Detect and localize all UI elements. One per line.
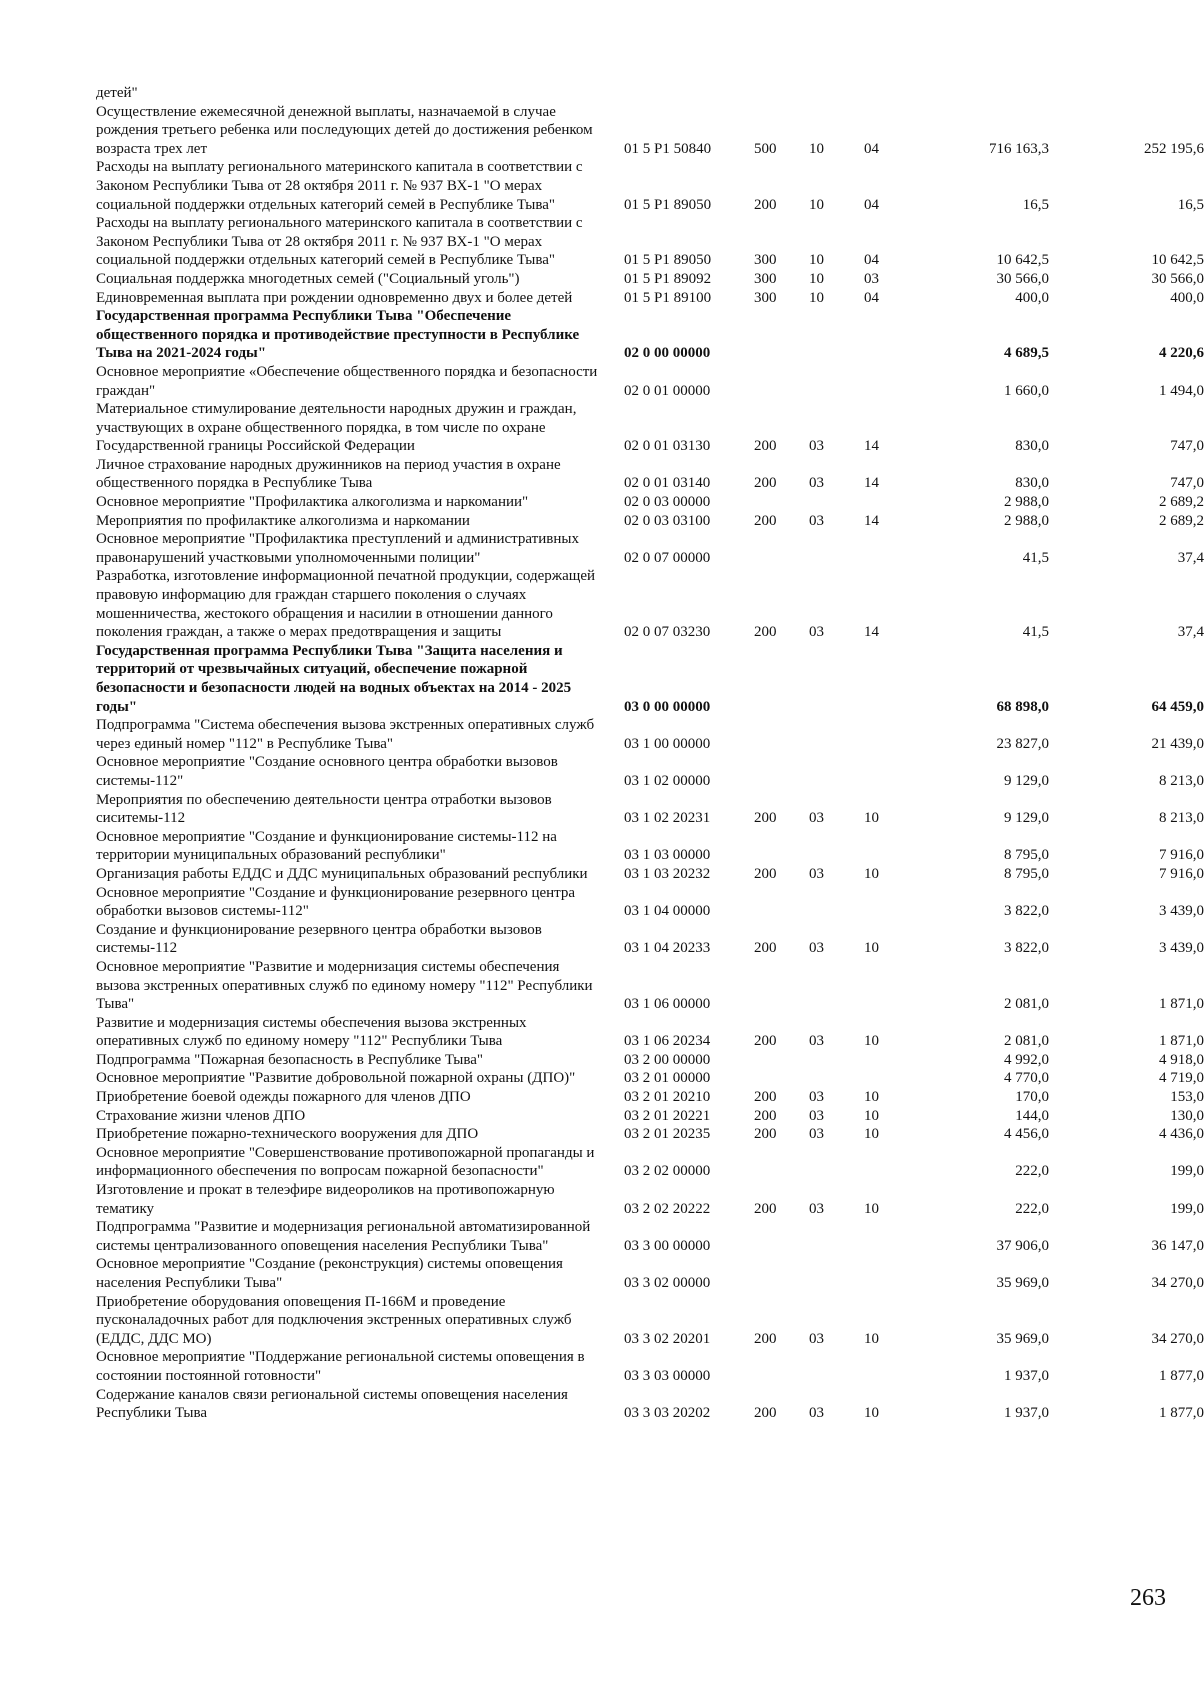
row-amount-1: 2 988,0 [1004,494,1049,511]
row-amount-1: 1 660,0 [1004,382,1049,399]
row-expense-type [754,1348,809,1385]
row-section: 03 [809,475,824,492]
row-amount-1: 4 770,0 [1004,1070,1049,1087]
row-name: Содержание каналов связи региональной системы оповещения населения Республики Тыва [96,1386,568,1422]
row-section: 03 [809,1033,824,1050]
row-subsection [864,958,924,1014]
row-amount-2: 36 147,0 [1151,1237,1204,1254]
row-section: 03 [809,940,824,957]
row-amount-1: 30 566,0 [996,270,1049,287]
table-row [96,1386,1204,1423]
row-subsection: 10 [864,1200,879,1217]
row-subsection: 04 [864,289,879,306]
row-expense-type [754,1144,809,1181]
row-subsection: 14 [864,624,879,641]
row-name: Материальное стимулирование деятельности народных дружин и граждан, участвующих в охране общественного порядка, в том числе по охране Государственной границы Российской Федерации [96,401,577,455]
row-amount-2: 1 877,0 [1159,1405,1204,1422]
row-amount-2: 4 918,0 [1159,1051,1204,1068]
row-amount-1: 830,0 [1015,475,1049,492]
row-amount-2: 4 436,0 [1159,1126,1204,1143]
table-row [96,1069,1204,1088]
row-name: Расходы на выплату регионального материнского капитала в соответствии с Законом Республики Тыва от 28 октября 2011 г. № 937 ВХ-1 "О мерах социальной поддержки отдельных категорий семей в Республике Тыва" [96,215,583,269]
row-name: детей" [96,85,138,101]
row-code: 02 0 01 03130 [624,438,711,455]
row-expense-type: 300 [754,252,777,269]
row-section [809,307,864,363]
row-name: Разработка, изготовление информационной печатной продукции, содержащей правовую информацию для граждан старшего поколения о случаях мошенничества, жестокого обращения и насилии в отношении данного поколения граждан, а также о мерах предотвращения и защиты [96,568,596,641]
row-expense-type [754,642,809,716]
row-subsection: 10 [864,1405,879,1422]
row-section [809,363,864,400]
row-amount-2: 2 689,2 [1159,494,1204,511]
row-name: Организация работы ЕДДС и ДДС муниципальных образований республики [96,865,588,882]
row-code: 03 1 06 00000 [624,996,711,1013]
table-row [96,158,1204,214]
row-amount-2: 3 439,0 [1159,903,1204,920]
row-subsection: 10 [864,1107,879,1124]
row-name: Социальная поддержка многодетных семей ("Социальный уголь") [96,270,520,287]
row-section: 10 [809,196,824,213]
row-code: 01 5 P1 89092 [624,270,712,287]
row-code: 03 3 03 00000 [624,1367,711,1384]
row-amount-2: 4 719,0 [1159,1070,1204,1087]
row-section: 03 [809,1107,824,1124]
row-amount-1: 2 988,0 [1004,512,1049,529]
row-amount-2: 10 642,5 [1151,252,1204,269]
row-subsection [864,642,924,716]
row-amount-1: 8 795,0 [1004,847,1049,864]
row-amount-2: 4 220,6 [1159,345,1204,362]
row-name: Основное мероприятие "Поддержание региональной системы оповещения в состоянии постоянной готовности" [96,1349,585,1384]
row-code: 03 1 03 20232 [624,865,711,882]
row-subsection: 03 [864,270,879,287]
row-expense-type [754,1218,809,1255]
table-row [96,1255,1204,1292]
row-section: 03 [809,1405,824,1422]
row-code: 03 2 00 00000 [624,1051,711,1068]
row-section: 03 [809,865,824,882]
row-name: Подпрограмма "Пожарная безопасность в Республике Тыва" [96,1051,484,1068]
row-amount-2: 199,0 [1170,1163,1204,1180]
row-subsection [864,363,924,400]
row-amount-2: 30 566,0 [1151,270,1204,287]
table-row [96,270,1204,289]
row-amount-1: 4 689,5 [1004,345,1049,362]
row-code: 01 5 P1 89100 [624,289,712,306]
row-amount-2: 21 439,0 [1151,735,1204,752]
row-name: Страхование жизни членов ДПО [96,1107,306,1124]
row-amount-1 [924,84,1059,103]
row-section: 10 [809,140,824,157]
row-subsection [864,493,924,512]
row-name: Мероприятия по профилактике алкоголизма и наркомании [96,512,470,529]
row-name: Основное мероприятие "Создание основного центра обработки вызовов системы-112" [96,754,558,789]
row-code: 03 1 04 00000 [624,903,711,920]
table-row [96,828,1204,865]
row-expense-type [754,84,809,103]
row-section [809,884,864,921]
row-expense-type: 200 [754,475,777,492]
row-code: 03 3 00 00000 [624,1237,711,1254]
row-expense-type [754,828,809,865]
row-subsection: 04 [864,196,879,213]
table-row [96,1144,1204,1181]
row-subsection: 10 [864,810,879,827]
row-amount-1: 8 795,0 [1004,865,1049,882]
row-amount-1: 16,5 [1022,196,1049,213]
row-amount-1: 1 937,0 [1004,1405,1049,1422]
row-subsection [864,84,924,103]
row-name: Приобретение оборудования оповещения П-166М и проведение пусконаладочных работ для подключения экстренных оперативных служб (ЕДДС, ДДС МО) [96,1293,572,1347]
row-expense-type: 300 [754,270,777,287]
row-section: 03 [809,810,824,827]
row-name: Подпрограмма "Система обеспечения вызова экстренных оперативных служб через единый номер "112" в Республике Тыва" [96,717,595,752]
row-subsection: 10 [864,1126,879,1143]
row-amount-2: 1 871,0 [1159,1033,1204,1050]
row-section [809,1144,864,1181]
row-expense-type [754,958,809,1014]
row-name: Расходы на выплату регионального материнского капитала в соответствии с Законом Республики Тыва от 28 октября 2011 г. № 937 ВХ-1 "О мерах социальной поддержки отдельных категорий семей в Республике Тыва" [96,159,583,213]
row-amount-2: 8 213,0 [1159,810,1204,827]
table-row [96,363,1204,400]
row-expense-type [754,363,809,400]
row-name: Приобретение боевой одежды пожарного для членов ДПО [96,1089,471,1106]
row-expense-type [754,307,809,363]
row-code: 03 1 03 00000 [624,847,711,864]
row-code: 02 0 01 03140 [624,475,711,492]
row-section [809,958,864,1014]
table-row [96,512,1204,531]
row-amount-1: 144,0 [1015,1107,1049,1124]
row-amount-1: 400,0 [1015,289,1049,306]
row-expense-type: 200 [754,438,777,455]
table-row [96,1181,1204,1218]
row-amount-1: 3 822,0 [1004,940,1049,957]
row-name: Основное мероприятие "Совершенствование противопожарной пропаганды и информационного обеспечения по вопросам пожарной безопасности" [96,1144,595,1180]
table-row [96,84,1204,103]
row-subsection [864,1348,924,1385]
row-name: Осуществление ежемесячной денежной выплаты, назначаемой в случае рождения третьего ребенка или последующих детей до достижения ребенком возраста трех лет [96,103,593,157]
table-row [96,214,1204,270]
row-amount-1: 830,0 [1015,438,1049,455]
row-expense-type: 200 [754,196,777,213]
row-name: Государственная программа Республики Тыва "Обеспечение общественного порядка и противодействие преступности в Республике Тыва на 2021-2024 годы" [96,308,580,362]
row-amount-2: 8 213,0 [1159,772,1204,789]
row-subsection: 14 [864,438,879,455]
row-code: 01 5 P1 50840 [624,140,712,157]
table-row [96,642,1204,716]
row-amount-1: 2 081,0 [1004,1033,1049,1050]
row-amount-2: 37,4 [1177,624,1204,641]
table-row [96,456,1204,493]
row-name: Мероприятия по обеспечению деятельности центра отработки вызовов сиситемы-112 [96,791,552,827]
row-name: Основное мероприятие "Создание и функционирование системы-112 на территории муниципальных образований республики" [96,828,557,864]
row-amount-2: 130,0 [1170,1107,1204,1124]
row-amount-1: 3 822,0 [1004,903,1049,920]
row-expense-type: 200 [754,1033,777,1050]
row-subsection [864,828,924,865]
row-section [809,1348,864,1385]
row-amount-1: 37 906,0 [996,1237,1049,1254]
row-expense-type: 200 [754,1200,777,1217]
row-expense-type [754,716,809,753]
row-amount-2: 16,5 [1177,196,1204,213]
row-name: Изготовление и прокат в телеэфире видеороликов на противопожарную тематику [96,1182,555,1217]
row-subsection: 04 [864,140,879,157]
table-row [96,716,1204,753]
row-name: Основное мероприятие «Обеспечение общественного порядка и безопасности граждан" [96,363,598,399]
row-section [809,1051,864,1070]
row-name: Основное мероприятие "Развитие и модернизация системы обеспечения вызова экстренных оперативных служб по единому номеру "112" Республики Тыва" [96,958,593,1013]
row-section [809,84,864,103]
row-amount-1: 35 969,0 [996,1330,1049,1347]
row-section [809,642,864,716]
row-amount-1: 4 992,0 [1004,1051,1049,1068]
row-amount-2: 34 270,0 [1151,1330,1204,1347]
row-name: Основное мероприятие "Профилактика алкоголизма и наркомании" [96,494,529,511]
row-name: Личное страхование народных дружинников на период участия в охране общественного порядка в Республике Тыва [96,456,561,492]
row-subsection: 10 [864,1033,879,1050]
row-amount-1: 41,5 [1022,549,1049,566]
row-amount-1: 4 456,0 [1004,1126,1049,1143]
row-amount-1: 2 081,0 [1004,996,1049,1013]
row-code: 02 0 01 00000 [624,382,711,399]
row-code: 01 5 P1 89050 [624,252,712,269]
row-expense-type: 200 [754,810,777,827]
row-subsection [864,1069,924,1088]
row-expense-type [754,530,809,567]
row-name: Развитие и модернизация системы обеспечения вызова экстренных оперативных служб по единому номеру "112" Республики Тыва [96,1014,527,1050]
row-amount-2: 34 270,0 [1151,1275,1204,1291]
row-amount-2: 153,0 [1170,1089,1204,1106]
row-subsection: 14 [864,475,879,492]
row-expense-type: 200 [754,1330,777,1347]
row-amount-1: 41,5 [1022,624,1049,641]
row-expense-type: 200 [754,1089,777,1106]
row-code [624,84,754,103]
row-code: 01 5 P1 89050 [624,196,712,213]
row-section: 03 [809,512,824,529]
row-amount-1: 23 827,0 [996,735,1049,752]
row-subsection [864,1144,924,1181]
row-expense-type [754,884,809,921]
row-amount-1: 10 642,5 [996,252,1049,269]
table-row [96,1348,1204,1385]
row-code: 03 2 01 20235 [624,1126,711,1143]
row-name: Основное мероприятие "Создание и функционирование резервного центра обработки вызовов системы-112" [96,884,576,920]
row-amount-1: 716 163,3 [989,140,1049,157]
row-code: 02 0 07 00000 [624,549,711,566]
row-expense-type: 200 [754,1107,777,1124]
table-row [96,1293,1204,1349]
row-code: 03 3 02 20201 [624,1330,711,1347]
row-code: 03 1 02 20231 [624,810,711,827]
table-row [96,753,1204,790]
row-amount-2: 7 916,0 [1159,847,1204,864]
row-code: 03 2 02 00000 [624,1163,711,1180]
row-amount-1: 68 898,0 [996,698,1049,715]
row-section: 03 [809,1330,824,1347]
row-name: Государственная программа Республики Тыва "Защита населения и территорий от чрезвычайных ситуаций, обеспечение пожарной безопасности и безопасности людей на водных объектах на 2014 - 2025 годы" [96,642,572,715]
row-section: 10 [809,289,824,306]
row-amount-2: 3 439,0 [1159,940,1204,957]
row-amount-1: 222,0 [1015,1200,1049,1217]
budget-table-body [96,84,1204,1423]
row-amount-2: 37,4 [1177,549,1204,566]
row-amount-1: 170,0 [1015,1089,1049,1106]
row-section: 10 [809,252,824,269]
row-amount-2: 1 877,0 [1159,1367,1204,1384]
row-section: 10 [809,270,824,287]
row-subsection [864,307,924,363]
row-subsection [864,1218,924,1255]
row-amount-2: 252 195,6 [1144,140,1204,157]
table-row [96,530,1204,567]
row-code: 02 0 03 00000 [624,494,711,511]
row-amount-2: 400,0 [1170,289,1204,306]
table-row [96,1088,1204,1107]
table-row [96,1125,1204,1144]
budget-table [96,84,1204,1423]
row-expense-type: 200 [754,512,777,529]
row-section: 03 [809,1089,824,1106]
row-code: 03 3 02 00000 [624,1275,711,1291]
row-subsection [864,530,924,567]
table-row [96,307,1204,363]
row-section [809,1069,864,1088]
row-name: Подпрограмма "Развитие и модернизация региональной автоматизированной системы централизованного оповещения населения Республики Тыва" [96,1219,591,1254]
row-code: 03 3 03 20202 [624,1405,711,1422]
row-section: 03 [809,1200,824,1217]
table-row [96,1051,1204,1070]
table-row [96,1107,1204,1126]
table-row [96,1014,1204,1051]
row-amount-2: 7 916,0 [1159,865,1204,882]
row-section: 03 [809,1126,824,1143]
row-expense-type: 500 [754,140,777,157]
row-expense-type: 300 [754,289,777,306]
row-amount-2: 2 689,2 [1159,512,1204,529]
row-amount-2: 747,0 [1170,475,1204,492]
row-code: 02 0 07 03230 [624,624,711,641]
table-row [96,865,1204,884]
row-expense-type [754,493,809,512]
row-code: 03 1 02 00000 [624,772,711,789]
table-row [96,400,1204,456]
row-amount-2: 199,0 [1170,1200,1204,1217]
table-row [96,791,1204,828]
row-amount-2: 1 494,0 [1159,382,1204,399]
table-row [96,1218,1204,1255]
row-subsection [864,884,924,921]
row-expense-type: 200 [754,1126,777,1143]
table-row [96,884,1204,921]
row-amount-1: 9 129,0 [1004,810,1049,827]
row-section [809,493,864,512]
row-name: Основное мероприятие "Создание (реконструкция) системы оповещения населения Республики Тыва" [96,1256,563,1291]
row-name: Приобретение пожарно-технического вооружения для ДПО [96,1126,479,1143]
row-expense-type [754,753,809,790]
row-expense-type: 200 [754,1405,777,1422]
row-expense-type [754,1051,809,1070]
table-row [96,289,1204,308]
row-expense-type [754,1069,809,1088]
row-code: 03 2 01 00000 [624,1070,711,1087]
row-code: 03 1 04 20233 [624,940,711,957]
row-section [809,716,864,753]
table-row [96,567,1204,641]
row-code: 03 2 01 20210 [624,1089,711,1106]
table-row [96,103,1204,159]
row-code: 03 2 02 20222 [624,1200,711,1217]
row-amount-2: 64 459,0 [1151,698,1204,715]
row-subsection: 10 [864,1089,879,1106]
row-name: Основное мероприятие "Профилактика преступлений и административных правонарушений участковыми уполномоченными полиции" [96,531,579,566]
row-section [809,1218,864,1255]
row-subsection [864,1051,924,1070]
row-code: 03 1 06 20234 [624,1033,711,1050]
row-expense-type: 200 [754,624,777,641]
table-row [96,493,1204,512]
row-subsection [864,716,924,753]
row-expense-type: 200 [754,865,777,882]
row-subsection [864,1255,924,1292]
row-subsection: 04 [864,252,879,269]
row-code: 02 0 00 00000 [624,345,711,362]
row-amount-1: 35 969,0 [996,1275,1049,1291]
row-expense-type [754,1255,809,1292]
row-section [809,530,864,567]
row-amount-2: 747,0 [1170,438,1204,455]
row-name: Создание и функционирование резервного центра обработки вызовов системы-112 [96,921,542,957]
row-amount-2: 1 871,0 [1159,996,1204,1013]
row-code: 03 2 01 20221 [624,1107,711,1124]
row-amount-2 [1059,84,1204,103]
row-code: 03 1 00 00000 [624,735,711,752]
table-row [96,958,1204,1014]
row-code: 03 0 00 00000 [624,698,711,715]
row-subsection: 10 [864,865,879,882]
row-code: 02 0 03 03100 [624,512,711,529]
row-subsection [864,753,924,790]
row-amount-1: 222,0 [1015,1163,1049,1180]
row-subsection: 14 [864,512,879,529]
row-section [809,1255,864,1292]
page-number: 263 [1130,1585,1166,1611]
row-section [809,753,864,790]
row-subsection: 10 [864,940,879,957]
table-row [96,921,1204,958]
row-name: Основное мероприятие "Развитие добровольной пожарной охраны (ДПО)" [96,1070,576,1087]
row-expense-type: 200 [754,940,777,957]
row-amount-1: 9 129,0 [1004,772,1049,789]
row-subsection: 10 [864,1330,879,1347]
row-section [809,828,864,865]
row-section: 03 [809,624,824,641]
row-name: Единовременная выплата при рождении одновременно двух и более детей [96,289,573,306]
row-amount-1: 1 937,0 [1004,1367,1049,1384]
row-section: 03 [809,438,824,455]
